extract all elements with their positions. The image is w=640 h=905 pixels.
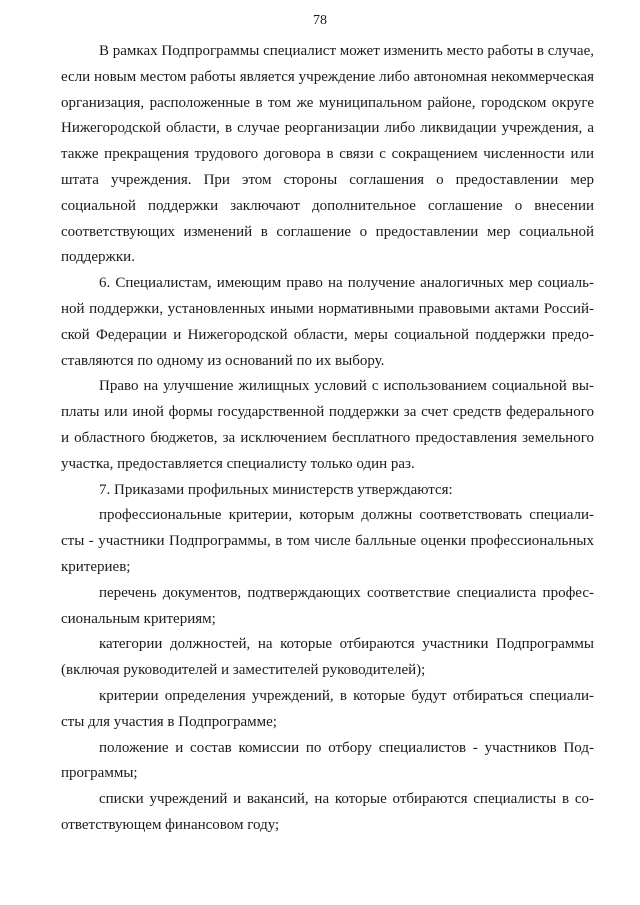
list-item-commission: положение и состав комиссии по отбору специалистов - участников Подпрограммы; — [61, 739, 594, 782]
list-item-vacancy-lists: списки учреждений и вакансий, на которые отбираются специалисты в соответствующем финансовом году; — [61, 791, 594, 833]
paragraph-item-7: 7. Приказами профильных министерств утверждаются: — [99, 481, 453, 498]
list-item-institution-criteria: критерии определения учреждений, в которые будут отбираться специалисты для участия в Подпрограмме; — [61, 687, 594, 730]
list-item-professional-criteria: профессиональные критерии, которым должны соответствовать специалисты - участники Подпрограммы, в том числе балльные оценки профессиональных критериев; — [61, 507, 594, 575]
list-item-documents: перечень документов, подтверждающих соответствие специалиста профессиональным критериям; — [61, 584, 594, 627]
paragraph-housing-right: Право на улучшение жилищных условий с использованием социальной выплаты или иной формы государственной поддержки за счет средств федерального и областного бюджетов, за исключением бесплатного предоставления земельного участка, предоставляется специалисту только один раз. — [61, 378, 594, 472]
paragraph-workplace-change: В рамках Подпрограммы специалист может изменить место работы в случае, если новым местом работы является учреждение либо автономная некоммерческая организация, расположенные в том же муниципальном районе, городском округе Нижегородской области, в случае реорганизации либо ликвидации учреждения, а также прекращения трудового договора в связи с сокращением численности или штата учреждения. При этом стороны соглашения о предоставлении мер социальной поддержки заключают дополнительное соглашение о внесении соответствующих изменений в соглашение о предоставлении мер социальной поддержки. — [61, 43, 594, 266]
list-item-position-categories: категории должностей, на которые отбираются участники Подпрограммы (включая руководителей и заместителей руководителей); — [61, 636, 594, 679]
document-body — [61, 39, 594, 839]
paragraph-item-6: 6. Специалистам, имеющим право на получение аналогичных мер социальной поддержки, установленных иными нормативными правовыми актами Российской Федерации и Нижегородской области, меры социальной поддержки предоставляются по одному из оснований по их выбору. — [61, 275, 594, 369]
page-number: 78 — [313, 13, 327, 28]
